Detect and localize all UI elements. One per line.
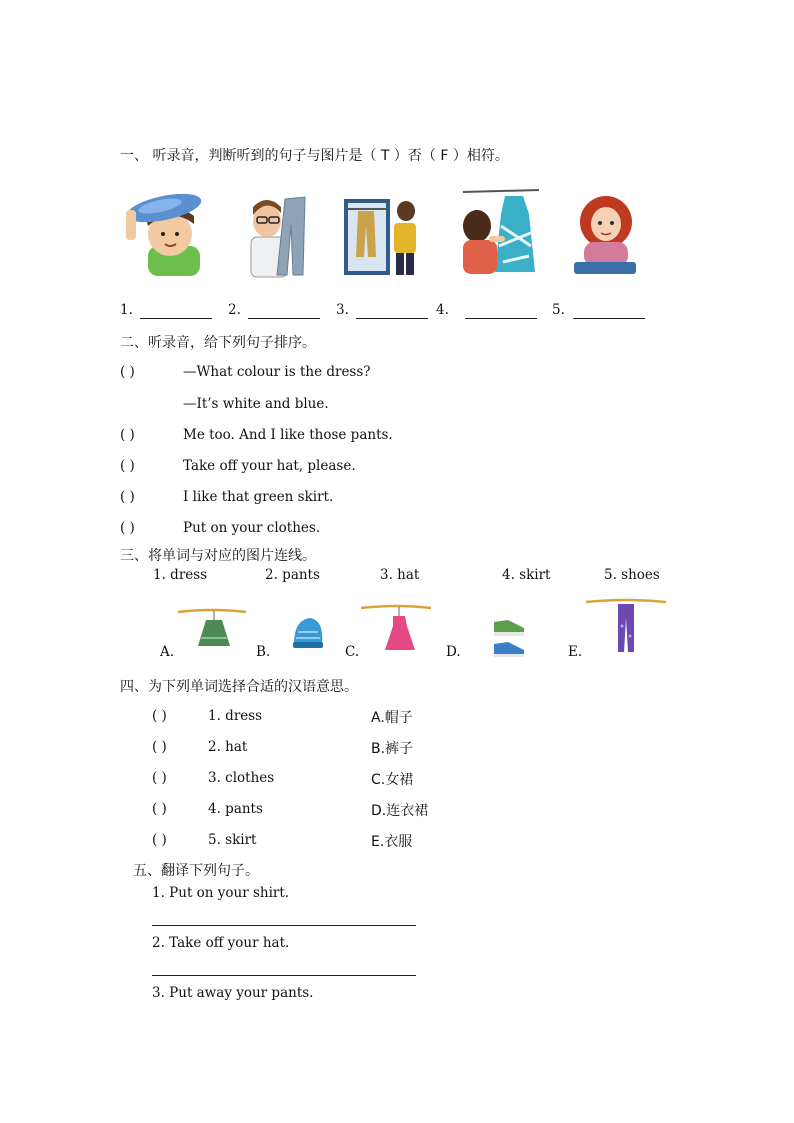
answer-label-3: 3. xyxy=(336,302,349,318)
match-option-c: C. xyxy=(345,644,360,660)
answer-label-1: 1. xyxy=(120,302,133,318)
answer-label-5: 5. xyxy=(552,302,565,318)
choice-paren-4[interactable]: ( ) xyxy=(152,801,167,817)
order-sentence-1b: —It’s white and blue. xyxy=(183,396,329,412)
choice-option-e: E.衣服 xyxy=(371,834,413,850)
match-option-a: A. xyxy=(160,644,175,660)
choice-word-4: 4. pants xyxy=(208,801,263,817)
order-paren-4[interactable]: ( ) xyxy=(120,489,135,505)
boy-at-wardrobe-icon xyxy=(344,197,420,277)
knit-hat-icon[interactable] xyxy=(290,614,326,650)
order-sentence-4: I like that green skirt. xyxy=(183,489,334,505)
pants-on-hanger-icon[interactable] xyxy=(584,596,668,656)
match-option-e: E. xyxy=(568,644,583,660)
part1-title: 一、 听录音，判断听到的句子与图片是（ T ）否（ F ）相符。 xyxy=(120,148,509,164)
order-sentence-5: Put on your clothes. xyxy=(183,520,321,536)
answer-blank-3[interactable] xyxy=(356,318,428,319)
match-word-2[interactable]: 2. pants xyxy=(265,567,320,583)
order-sentence-3: Take off your hat, please. xyxy=(183,458,356,474)
order-paren-1[interactable]: ( ) xyxy=(120,364,135,380)
order-sentence-1: —What colour is the dress? xyxy=(183,364,371,380)
answer-label-2: 2. xyxy=(228,302,241,318)
sneakers-icon[interactable] xyxy=(490,612,530,658)
order-paren-5[interactable]: ( ) xyxy=(120,520,135,536)
part5-title: 五、翻译下列句子。 xyxy=(133,863,259,879)
choice-word-3: 3. clothes xyxy=(208,770,275,786)
translate-sentence-2: 2. Take off your hat. xyxy=(152,935,290,951)
translate-sentence-1: 1. Put on your shirt. xyxy=(152,885,290,901)
order-paren-2[interactable]: ( ) xyxy=(120,427,135,443)
answer-blank-1[interactable] xyxy=(140,318,212,319)
choice-paren-2[interactable]: ( ) xyxy=(152,739,167,755)
skirt-on-hanger-icon[interactable] xyxy=(176,606,248,652)
answer-blank-2[interactable] xyxy=(248,318,320,319)
answer-blank-4[interactable] xyxy=(465,318,537,319)
boy-with-pants-icon xyxy=(243,195,321,279)
choice-word-5: 5. skirt xyxy=(208,832,257,848)
choice-option-b: B.裤子 xyxy=(371,741,414,757)
translate-sentence-3: 3. Put away your pants. xyxy=(152,985,314,1001)
order-paren-3[interactable]: ( ) xyxy=(120,458,135,474)
translate-answer-line-2[interactable] xyxy=(152,975,416,976)
answer-label-4: 4. xyxy=(436,302,449,318)
choice-option-c: C.女裙 xyxy=(371,772,414,788)
choice-paren-5[interactable]: ( ) xyxy=(152,832,167,848)
match-word-4[interactable]: 4. skirt xyxy=(502,567,551,583)
choice-option-d: D.连衣裙 xyxy=(371,803,429,819)
match-word-1[interactable]: 1. dress xyxy=(153,567,208,583)
boy-with-hat-icon xyxy=(120,186,208,278)
match-word-3[interactable]: 3. hat xyxy=(380,567,420,583)
answer-blank-5[interactable] xyxy=(573,318,645,319)
girl-with-dress-icon xyxy=(459,186,541,278)
choice-paren-1[interactable]: ( ) xyxy=(152,708,167,724)
choice-word-1: 1. dress xyxy=(208,708,263,724)
match-option-b: B. xyxy=(256,644,271,660)
part4-title: 四、为下列单词选择合适的汉语意思。 xyxy=(120,679,358,695)
match-option-d: D. xyxy=(446,644,461,660)
choice-option-a: A.帽子 xyxy=(371,710,413,726)
translate-answer-line-1[interactable] xyxy=(152,925,416,926)
part3-title: 三、将单词与对应的图片连线。 xyxy=(120,548,316,564)
dress-on-hanger-icon[interactable] xyxy=(359,600,433,654)
choice-paren-3[interactable]: ( ) xyxy=(152,770,167,786)
part2-title: 二、听录音，给下列句子排序。 xyxy=(120,335,316,351)
order-sentence-2: Me too. And I like those pants. xyxy=(183,427,393,443)
choice-word-2: 2. hat xyxy=(208,739,248,755)
match-word-5[interactable]: 5. shoes xyxy=(604,567,660,583)
girl-with-clothes-icon xyxy=(570,192,642,278)
